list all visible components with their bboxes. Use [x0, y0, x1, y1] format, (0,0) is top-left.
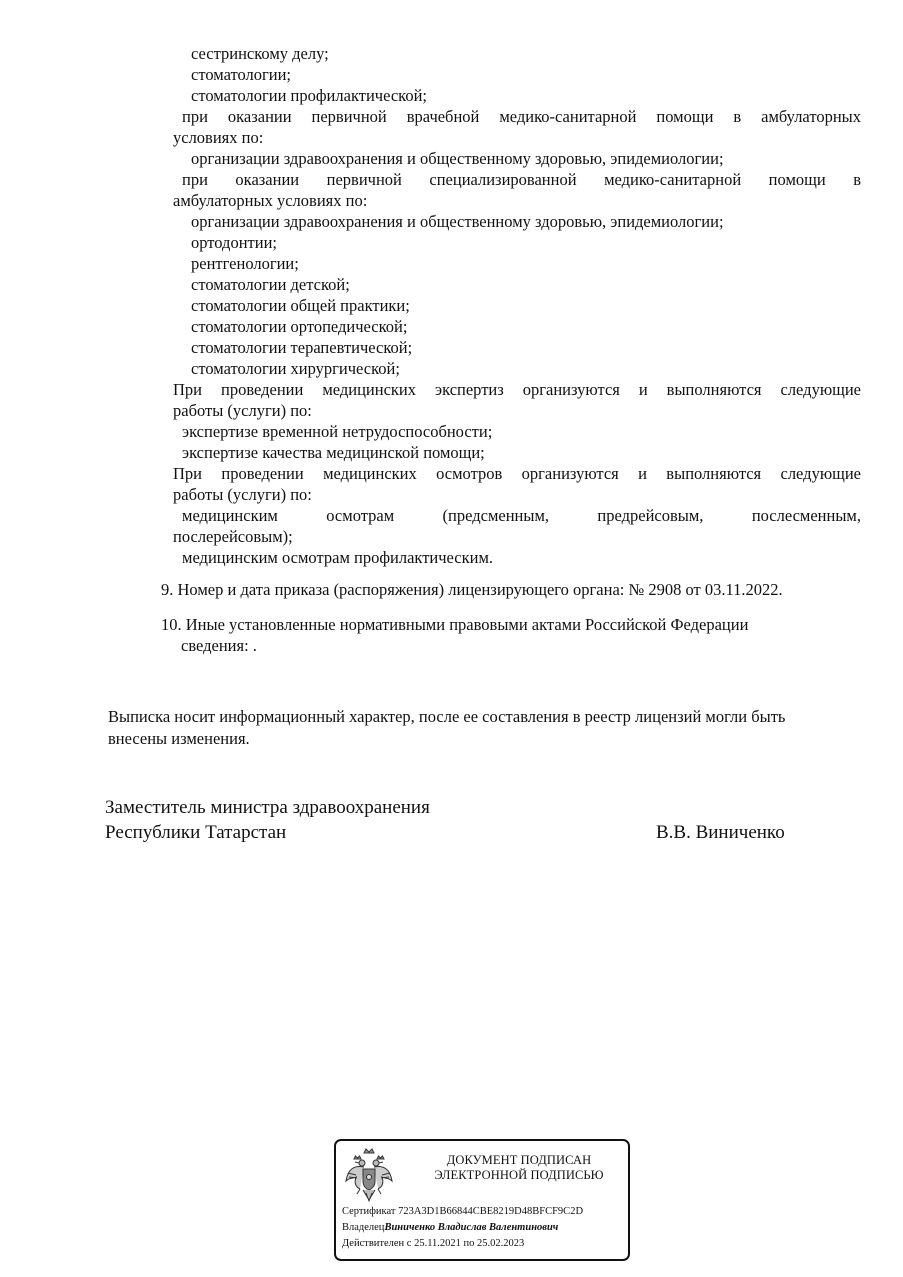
section-expertise-heading: При проведении медицинских экспертиз организуются и выполняются следующие	[173, 380, 861, 399]
section-primary-doctor-heading: при оказании первичной врачебной медико-санитарной помощи в амбулаторных	[182, 107, 861, 126]
list-item: сестринскому делу;	[191, 44, 329, 63]
disclaimer: Выписка носит информационный характер, после ее составления в реестр лицензий могли быть	[108, 707, 786, 726]
list-item: стоматологии общей практики;	[191, 296, 410, 315]
section-primary-specialized-heading-cont: амбулаторных условиях по:	[173, 191, 368, 210]
stamp-title	[424, 1153, 614, 1183]
section-exams-heading: При проведении медицинских осмотров организуются и выполняются следующие	[173, 464, 861, 483]
list-item: экспертизе качества медицинской помощи;	[182, 443, 485, 462]
list-item: стоматологии хирургической;	[191, 359, 400, 378]
point-9: 9. Номер и дата приказа (распоряжения) лицензирующего органа: № 2908 от 03.11.2022.	[161, 580, 783, 599]
list-item-cont: послерейсовым);	[173, 527, 293, 546]
list-item: экспертизе временной нетрудоспособности;	[182, 422, 493, 441]
list-item: медицинским осмотрам профилактическим.	[182, 548, 494, 567]
section-exams-heading-cont: работы (услуги) по:	[173, 485, 312, 504]
list-item: рентгенологии;	[191, 254, 299, 273]
stamp-owner	[342, 1221, 558, 1235]
stamp-owner-label: Владелец	[342, 1222, 385, 1233]
signatory-position-cont: Республики Татарстан	[105, 822, 287, 843]
section-primary-specialized-heading: при оказании первичной специализированной медико-санитарной помощи в	[182, 170, 861, 189]
section-primary-doctor-heading-cont: условиях по:	[173, 128, 264, 147]
list-item: организации здравоохранения и общественному здоровью, эпидемиологии;	[191, 149, 724, 168]
list-item: стоматологии детской;	[191, 275, 350, 294]
point-10: 10. Иные установленные нормативными правовыми актами Российской Федерации	[161, 615, 749, 634]
electronic-signature-stamp	[334, 1139, 630, 1261]
stamp-title-line: ЭЛЕКТРОННОЙ ПОДПИСЬЮ	[434, 1168, 604, 1182]
list-item: стоматологии профилактической;	[191, 86, 427, 105]
list-item: стоматологии ортопедической;	[191, 317, 408, 336]
stamp-certificate: Сертификат 723A3D1B66844CBE8219D48BFCF9C2D	[342, 1206, 584, 1217]
section-expertise-heading-cont: работы (услуги) по:	[173, 401, 312, 420]
stamp-validity: Действителен с 25.11.2021 по 25.02.2023	[342, 1238, 525, 1249]
list-item: медицинским осмотрам (предсменным, предрейсовым, послесменным,	[182, 506, 861, 525]
list-item: ортодонтии;	[191, 233, 277, 252]
signatory-name: В.В. Виниченко	[656, 822, 785, 843]
russian-coat-of-arms-emblem	[344, 1147, 394, 1205]
stamp-owner-name: Виниченко Владислав Валентинович	[384, 1222, 559, 1233]
list-item: стоматологии терапевтической;	[191, 338, 413, 357]
disclaimer-cont: внесены изменения.	[108, 729, 250, 748]
point-10-cont: сведения: .	[181, 636, 257, 655]
stamp-title-line: ДОКУМЕНТ ПОДПИСАН	[446, 1153, 592, 1167]
signatory-position: Заместитель министра здравоохранения	[105, 797, 430, 818]
list-item: организации здравоохранения и общественному здоровью, эпидемиологии;	[191, 212, 724, 231]
list-item: стоматологии;	[191, 65, 291, 84]
